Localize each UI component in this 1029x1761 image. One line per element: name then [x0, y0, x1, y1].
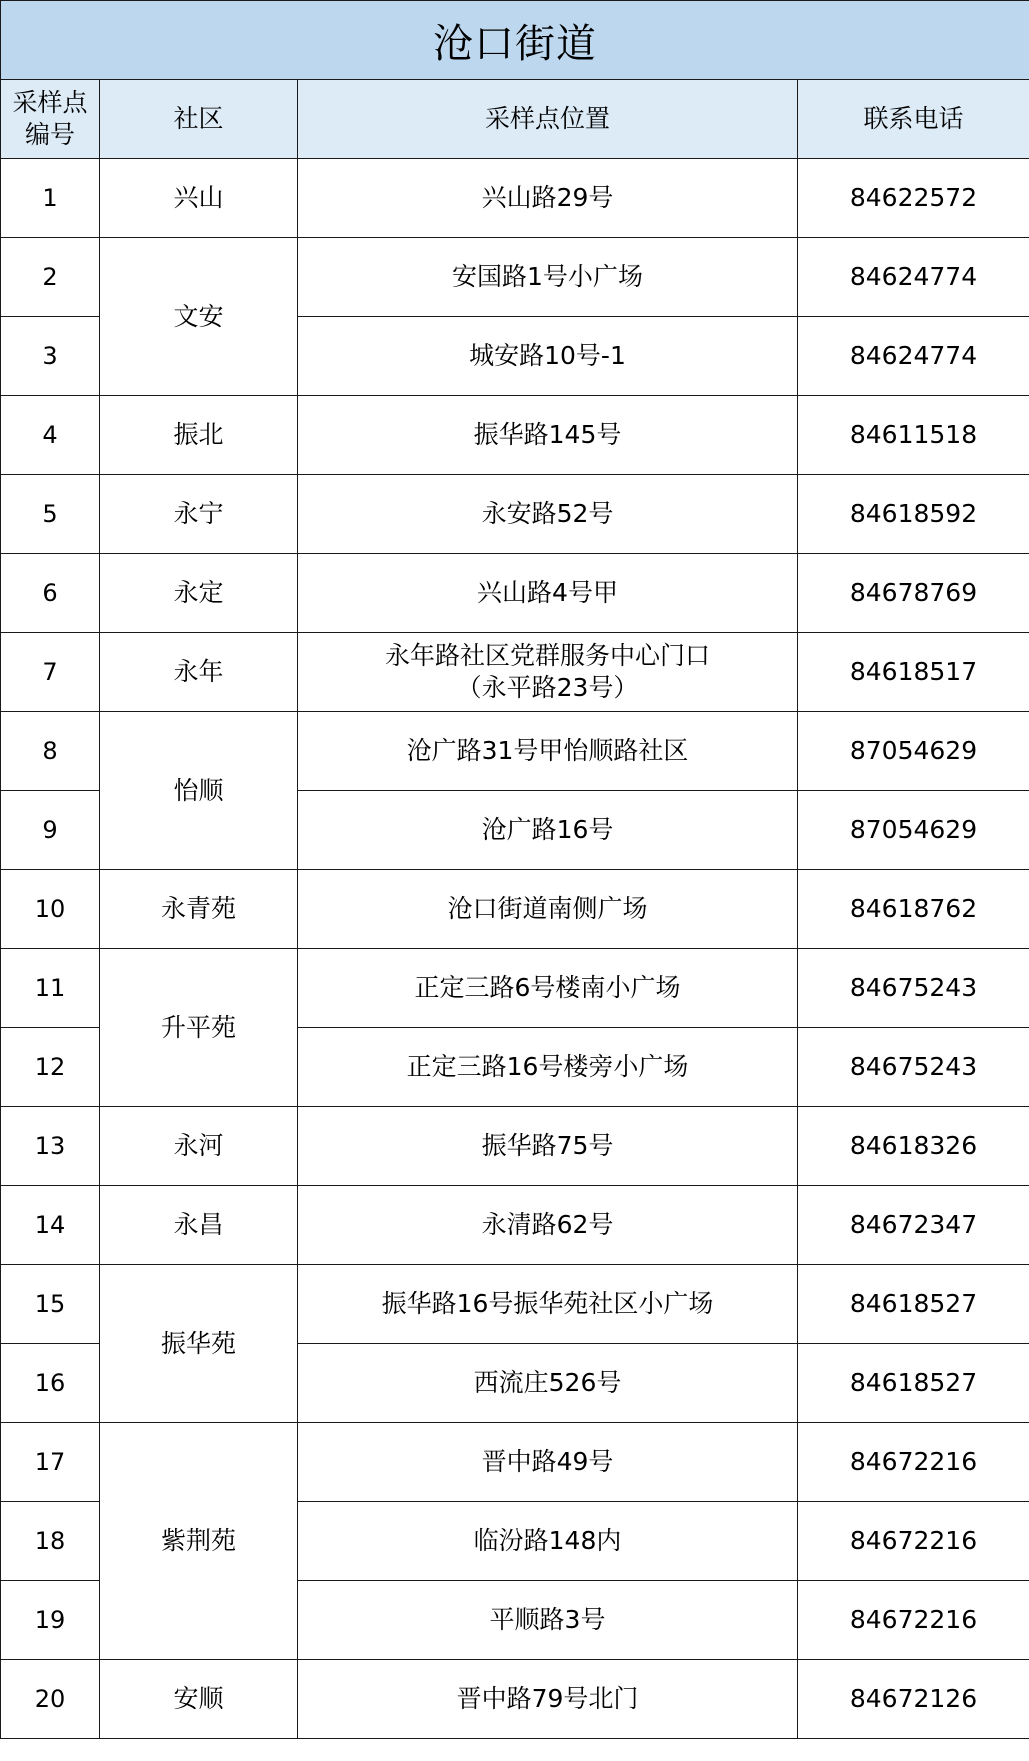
site-number: 16: [1, 1344, 100, 1423]
site-number: 4: [1, 396, 100, 475]
phone-cell: 84618527: [798, 1344, 1029, 1423]
site-number: 2: [1, 238, 100, 317]
phone-cell: 84622572: [798, 159, 1029, 238]
table-row: [1, 1186, 1029, 1265]
phone-cell: 87054629: [798, 791, 1029, 870]
phone-cell: 84618762: [798, 870, 1029, 949]
table-row: [1, 475, 1029, 554]
phone-cell: 87054629: [798, 712, 1029, 791]
location-cell: 沧广路16号: [298, 791, 798, 870]
location-line1: 永年路社区党群服务中心门口: [384, 641, 710, 670]
site-number: 1: [1, 159, 100, 238]
phone-cell: 84611518: [798, 396, 1029, 475]
header-location: 采样点位置: [298, 80, 798, 159]
phone-cell: 84675243: [798, 949, 1029, 1028]
location-cell: 沧口街道南侧广场: [298, 870, 798, 949]
location-cell: 振华路145号: [298, 396, 798, 475]
site-number: 11: [1, 949, 100, 1028]
header-number-line1: 采样点: [12, 88, 88, 117]
table-row: [1, 396, 1029, 475]
site-number: 20: [1, 1660, 100, 1739]
header-number: [1, 80, 100, 159]
location-cell: 城安路10号-1: [298, 317, 798, 396]
phone-cell: 84618326: [798, 1107, 1029, 1186]
location-cell: 永清路62号: [298, 1186, 798, 1265]
location-cell: 兴山路4号甲: [298, 554, 798, 633]
location-cell: 临汾路148内: [298, 1502, 798, 1581]
phone-cell: 84675243: [798, 1028, 1029, 1107]
community-cell: 振北: [100, 396, 298, 475]
community-cell: 安顺: [100, 1660, 298, 1739]
location-cell: 平顺路3号: [298, 1581, 798, 1660]
location-line2: （永平路23号）: [456, 673, 639, 702]
location-cell: 兴山路29号: [298, 159, 798, 238]
phone-cell: 84618592: [798, 475, 1029, 554]
site-number: 17: [1, 1423, 100, 1502]
table-row: [1, 633, 1029, 712]
header-phone: 联系电话: [798, 80, 1029, 159]
site-number: 10: [1, 870, 100, 949]
location-cell: 安国路1号小广场: [298, 238, 798, 317]
location-cell: 晋中路49号: [298, 1423, 798, 1502]
phone-cell: 84672347: [798, 1186, 1029, 1265]
phone-cell: 84624774: [798, 238, 1029, 317]
table-row: [1, 1423, 1029, 1502]
table-row: [1, 1660, 1029, 1739]
table-row: [1, 712, 1029, 791]
community-cell: 永定: [100, 554, 298, 633]
location-cell: 正定三路16号楼旁小广场: [298, 1028, 798, 1107]
community-cell: 怡顺: [100, 712, 298, 870]
location-cell: 振华路16号振华苑社区小广场: [298, 1265, 798, 1344]
site-number: 7: [1, 633, 100, 712]
header-community: 社区: [100, 80, 298, 159]
header-row: [1, 80, 1029, 159]
phone-cell: 84672216: [798, 1423, 1029, 1502]
table-row: [1, 554, 1029, 633]
location-cell: [298, 633, 798, 712]
location-cell: 振华路75号: [298, 1107, 798, 1186]
title-row: [1, 1, 1029, 80]
location-cell: 永安路52号: [298, 475, 798, 554]
phone-cell: 84618517: [798, 633, 1029, 712]
location-cell: 西流庄526号: [298, 1344, 798, 1423]
site-number: 15: [1, 1265, 100, 1344]
community-cell: 文安: [100, 238, 298, 396]
community-cell: 永年: [100, 633, 298, 712]
site-number: 19: [1, 1581, 100, 1660]
table-row: [1, 159, 1029, 238]
site-number: 9: [1, 791, 100, 870]
phone-cell: 84678769: [798, 554, 1029, 633]
table-row: [1, 1265, 1029, 1344]
phone-cell: 84618527: [798, 1265, 1029, 1344]
header-number-line2: 编号: [24, 120, 75, 149]
table-row: [1, 238, 1029, 317]
phone-cell: 84672216: [798, 1581, 1029, 1660]
community-cell: 永宁: [100, 475, 298, 554]
site-number: 6: [1, 554, 100, 633]
community-cell: 永昌: [100, 1186, 298, 1265]
community-cell: 永青苑: [100, 870, 298, 949]
location-cell: 晋中路79号北门: [298, 1660, 798, 1739]
community-cell: 紫荆苑: [100, 1423, 298, 1660]
table-row: [1, 870, 1029, 949]
location-cell: 正定三路6号楼南小广场: [298, 949, 798, 1028]
phone-cell: 84672126: [798, 1660, 1029, 1739]
community-cell: 兴山: [100, 159, 298, 238]
community-cell: 永河: [100, 1107, 298, 1186]
site-number: 14: [1, 1186, 100, 1265]
location-cell: 沧广路31号甲怡顺路社区: [298, 712, 798, 791]
table-row: [1, 949, 1029, 1028]
phone-cell: 84624774: [798, 317, 1029, 396]
table-row: [1, 1107, 1029, 1186]
site-number: 12: [1, 1028, 100, 1107]
community-cell: 升平苑: [100, 949, 298, 1107]
table-title: 沧口街道: [1, 1, 1029, 80]
site-number: 13: [1, 1107, 100, 1186]
community-cell: 振华苑: [100, 1265, 298, 1423]
site-number: 8: [1, 712, 100, 791]
site-number: 5: [1, 475, 100, 554]
site-number: 3: [1, 317, 100, 396]
phone-cell: 84672216: [798, 1502, 1029, 1581]
site-number: 18: [1, 1502, 100, 1581]
